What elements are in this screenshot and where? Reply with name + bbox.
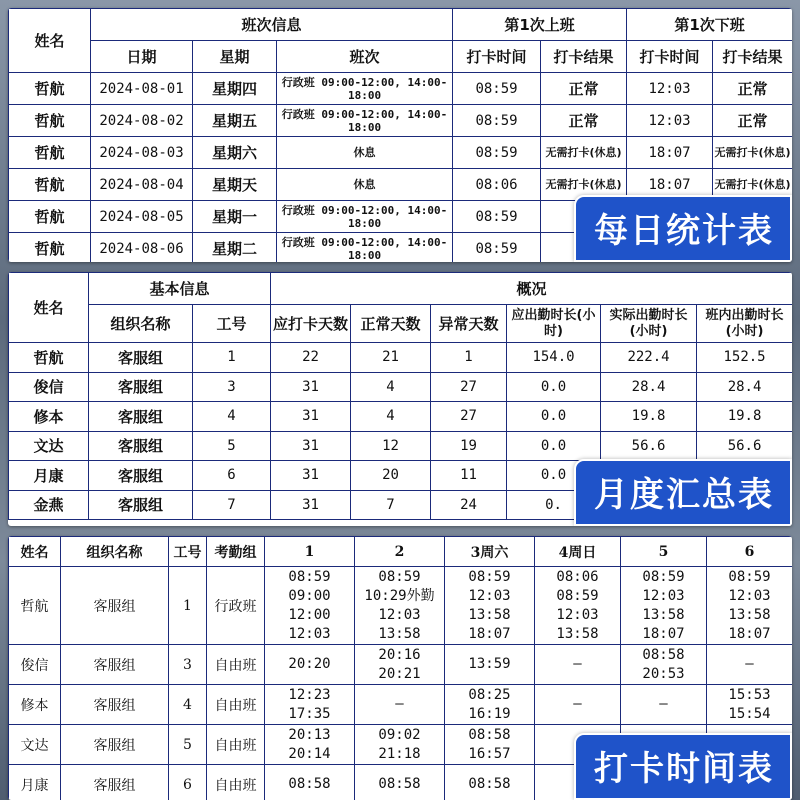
cell-in-time: 08:59 [453, 105, 541, 137]
cell-out-result: 无需打卡(休息) [713, 169, 792, 201]
cell-shift: 休息 [277, 137, 453, 169]
cell-should-days: 31 [271, 461, 351, 491]
cell-d6: 08:59 12:03 13:58 18:07 [707, 567, 793, 645]
header-name: 姓名 [9, 9, 91, 73]
cell-out-time: 12:03 [627, 73, 713, 105]
cell-abnormal-days: 27 [431, 372, 507, 402]
cell-id: 6 [193, 461, 271, 491]
cell-shift: 行政班 09:00-12:00, 14:00-18:00 [277, 73, 453, 105]
header-org: 组织名称 [89, 305, 193, 343]
cell-weekday: 星期五 [193, 105, 277, 137]
cell-should-hours: 0.0 [507, 372, 601, 402]
cell-in-result: 无需打卡(休息) [541, 169, 627, 201]
header-basic: 基本信息 [89, 273, 271, 305]
cell-name: 哲航 [9, 343, 89, 373]
cell-shift: 休息 [277, 169, 453, 201]
cell-org: 客服组 [61, 765, 169, 800]
cell-normal-days: 12 [351, 431, 431, 461]
cell-d1: 08:58 [265, 765, 355, 800]
cell-d3: 08:58 [445, 765, 535, 800]
cell-d2: 09:02 21:18 [355, 725, 445, 765]
cell-date: 2024-08-05 [91, 201, 193, 233]
cell-name: 俊信 [9, 645, 61, 685]
cell-date: 2024-08-02 [91, 105, 193, 137]
cell-name: 月康 [9, 461, 89, 491]
cell-out-result: 正常 [713, 73, 792, 105]
cell-org: 客服组 [89, 343, 193, 373]
cell-d5: – [621, 685, 707, 725]
cell-d2: 08:59 10:29外勤 12:03 13:58 [355, 567, 445, 645]
cell-abnormal-days: 19 [431, 431, 507, 461]
cell-id: 5 [193, 431, 271, 461]
cell-should-hours: 154.0 [507, 343, 601, 373]
cell-inshift-hours: 19.8 [697, 402, 792, 432]
cell-d1: 20:13 20:14 [265, 725, 355, 765]
table-row [9, 137, 793, 169]
header-id: 工号 [193, 305, 271, 343]
cell-name: 文达 [9, 431, 89, 461]
cell-id: 4 [169, 685, 207, 725]
monthly-summary-badge: 月度汇总表 [574, 459, 792, 526]
cell-weekday: 星期四 [193, 73, 277, 105]
cell-d6: 15:53 15:54 [707, 685, 793, 725]
header-should-days: 应打卡天数 [271, 305, 351, 343]
punch-times-panel [8, 536, 792, 800]
punch-times-badge: 打卡时间表 [574, 733, 792, 800]
table-row [9, 685, 793, 725]
cell-d4: 08:06 08:59 12:03 13:58 [535, 567, 621, 645]
header-id: 工号 [169, 537, 207, 567]
cell-name: 哲航 [9, 233, 91, 263]
cell-in-time: 08:06 [453, 169, 541, 201]
header-day-5: 5 [621, 537, 707, 567]
cell-inshift-hours: 28.4 [697, 372, 792, 402]
cell-d5: 08:58 20:53 [621, 645, 707, 685]
cell-should-days: 31 [271, 431, 351, 461]
cell-id: 1 [169, 567, 207, 645]
cell-in-time: 08:59 [453, 73, 541, 105]
cell-id: 7 [193, 490, 271, 520]
cell-d1: 12:23 17:35 [265, 685, 355, 725]
cell-should-days: 22 [271, 343, 351, 373]
cell-group: 自由班 [207, 645, 265, 685]
cell-abnormal-days: 11 [431, 461, 507, 491]
cell-id: 1 [193, 343, 271, 373]
header-day-2: 2 [355, 537, 445, 567]
cell-actual-hours: 56.6 [601, 431, 697, 461]
cell-shift: 行政班 09:00-12:00, 14:00-18:00 [277, 105, 453, 137]
header-day-1: 1 [265, 537, 355, 567]
cell-normal-days: 7 [351, 490, 431, 520]
cell-d3: 08:25 16:19 [445, 685, 535, 725]
cell-in-time: 08:59 [453, 137, 541, 169]
header-org: 组织名称 [61, 537, 169, 567]
cell-should-days: 31 [271, 490, 351, 520]
cell-org: 客服组 [89, 461, 193, 491]
header-date: 日期 [91, 41, 193, 73]
cell-org: 客服组 [89, 402, 193, 432]
header-first-in: 第1次上班 [453, 9, 627, 41]
table-row [9, 645, 793, 685]
table-row [9, 402, 793, 432]
cell-d1: 20:20 [265, 645, 355, 685]
header-overview: 概况 [271, 273, 792, 305]
header-shift-info: 班次信息 [91, 9, 453, 41]
header-weekday: 星期 [193, 41, 277, 73]
cell-name: 哲航 [9, 137, 91, 169]
cell-normal-days: 21 [351, 343, 431, 373]
cell-in-time: 08:59 [453, 201, 541, 233]
header-first-out: 第1次下班 [627, 9, 792, 41]
cell-name: 哲航 [9, 105, 91, 137]
cell-date: 2024-08-06 [91, 233, 193, 263]
cell-d6: – [707, 645, 793, 685]
table-row [9, 73, 793, 105]
cell-date: 2024-08-03 [91, 137, 193, 169]
cell-d3: 08:59 12:03 13:58 18:07 [445, 567, 535, 645]
header-name: 姓名 [9, 537, 61, 567]
cell-id: 3 [169, 645, 207, 685]
cell-abnormal-days: 27 [431, 402, 507, 432]
cell-group: 行政班 [207, 567, 265, 645]
cell-inshift-hours: 152.5 [697, 343, 792, 373]
header-group: 考勤组 [207, 537, 265, 567]
cell-id: 6 [169, 765, 207, 800]
cell-org: 客服组 [61, 567, 169, 645]
cell-should-hours: 0.0 [507, 461, 601, 491]
cell-d3: 13:59 [445, 645, 535, 685]
table-row [9, 431, 793, 461]
cell-id: 4 [193, 402, 271, 432]
cell-name: 俊信 [9, 372, 89, 402]
cell-abnormal-days: 24 [431, 490, 507, 520]
header-should-hours: 应出勤时长(小时) [507, 305, 601, 343]
cell-name: 哲航 [9, 169, 91, 201]
header-out-result: 打卡结果 [713, 41, 792, 73]
cell-d4: – [535, 645, 621, 685]
header-inshift-hours: 班内出勤时长(小时) [697, 305, 792, 343]
cell-should-days: 31 [271, 372, 351, 402]
daily-stats-badge: 每日统计表 [574, 195, 792, 262]
cell-out-result: 正常 [713, 105, 792, 137]
cell-d3: 08:58 16:57 [445, 725, 535, 765]
header-normal-days: 正常天数 [351, 305, 431, 343]
cell-in-result: 正常 [541, 73, 627, 105]
cell-actual-hours: 222.4 [601, 343, 697, 373]
header-out-time: 打卡时间 [627, 41, 713, 73]
cell-group: 自由班 [207, 765, 265, 800]
header-day-4: 4周日 [535, 537, 621, 567]
table-row [9, 372, 793, 402]
cell-d2: – [355, 685, 445, 725]
header-in-result: 打卡结果 [541, 41, 627, 73]
table-row [9, 567, 793, 645]
cell-weekday: 星期六 [193, 137, 277, 169]
cell-name: 哲航 [9, 73, 91, 105]
cell-out-time: 12:03 [627, 105, 713, 137]
cell-date: 2024-08-04 [91, 169, 193, 201]
cell-org: 客服组 [89, 372, 193, 402]
cell-in-result: 正常 [541, 105, 627, 137]
cell-shift: 行政班 09:00-12:00, 14:00-18:00 [277, 201, 453, 233]
cell-name: 金燕 [9, 490, 89, 520]
table-row [9, 105, 793, 137]
cell-name: 文达 [9, 725, 61, 765]
cell-shift: 行政班 09:00-12:00, 14:00-18:00 [277, 233, 453, 263]
cell-group: 自由班 [207, 685, 265, 725]
cell-name: 月康 [9, 765, 61, 800]
cell-org: 客服组 [61, 645, 169, 685]
monthly-summary-panel [8, 272, 792, 526]
cell-should-hours: 0.0 [507, 431, 601, 461]
cell-d1: 08:59 09:00 12:00 12:03 [265, 567, 355, 645]
cell-normal-days: 4 [351, 372, 431, 402]
cell-name: 修本 [9, 402, 89, 432]
cell-normal-days: 20 [351, 461, 431, 491]
cell-should-hours: 0.0 [507, 402, 601, 432]
cell-weekday: 星期二 [193, 233, 277, 263]
cell-out-result: 无需打卡(休息) [713, 137, 792, 169]
cell-abnormal-days: 1 [431, 343, 507, 373]
daily-stats-panel [8, 8, 792, 262]
table-row [9, 343, 793, 373]
cell-name: 哲航 [9, 201, 91, 233]
header-abnormal-days: 异常天数 [431, 305, 507, 343]
cell-name: 哲航 [9, 567, 61, 645]
cell-out-time: 18:07 [627, 169, 713, 201]
cell-should-days: 31 [271, 402, 351, 432]
cell-d4: – [535, 685, 621, 725]
cell-in-result: 无需打卡(休息) [541, 137, 627, 169]
cell-org: 客服组 [89, 431, 193, 461]
cell-d2: 20:16 20:21 [355, 645, 445, 685]
cell-actual-hours: 28.4 [601, 372, 697, 402]
header-in-time: 打卡时间 [453, 41, 541, 73]
cell-name: 修本 [9, 685, 61, 725]
cell-id: 3 [193, 372, 271, 402]
header-day-3: 3周六 [445, 537, 535, 567]
cell-group: 自由班 [207, 725, 265, 765]
cell-d2: 08:58 [355, 765, 445, 800]
cell-actual-hours: 19.8 [601, 402, 697, 432]
cell-org: 客服组 [61, 685, 169, 725]
cell-in-time: 08:59 [453, 233, 541, 263]
cell-weekday: 星期一 [193, 201, 277, 233]
cell-weekday: 星期天 [193, 169, 277, 201]
cell-d5: 08:59 12:03 13:58 18:07 [621, 567, 707, 645]
cell-should-hours: 0. [507, 490, 601, 520]
cell-normal-days: 4 [351, 402, 431, 432]
cell-out-time: 18:07 [627, 137, 713, 169]
cell-inshift-hours: 56.6 [697, 431, 792, 461]
header-shift: 班次 [277, 41, 453, 73]
header-actual-hours: 实际出勤时长(小时) [601, 305, 697, 343]
header-day-6: 6 [707, 537, 793, 567]
cell-org: 客服组 [89, 490, 193, 520]
cell-org: 客服组 [61, 725, 169, 765]
header-name: 姓名 [9, 273, 89, 343]
cell-id: 5 [169, 725, 207, 765]
cell-date: 2024-08-01 [91, 73, 193, 105]
